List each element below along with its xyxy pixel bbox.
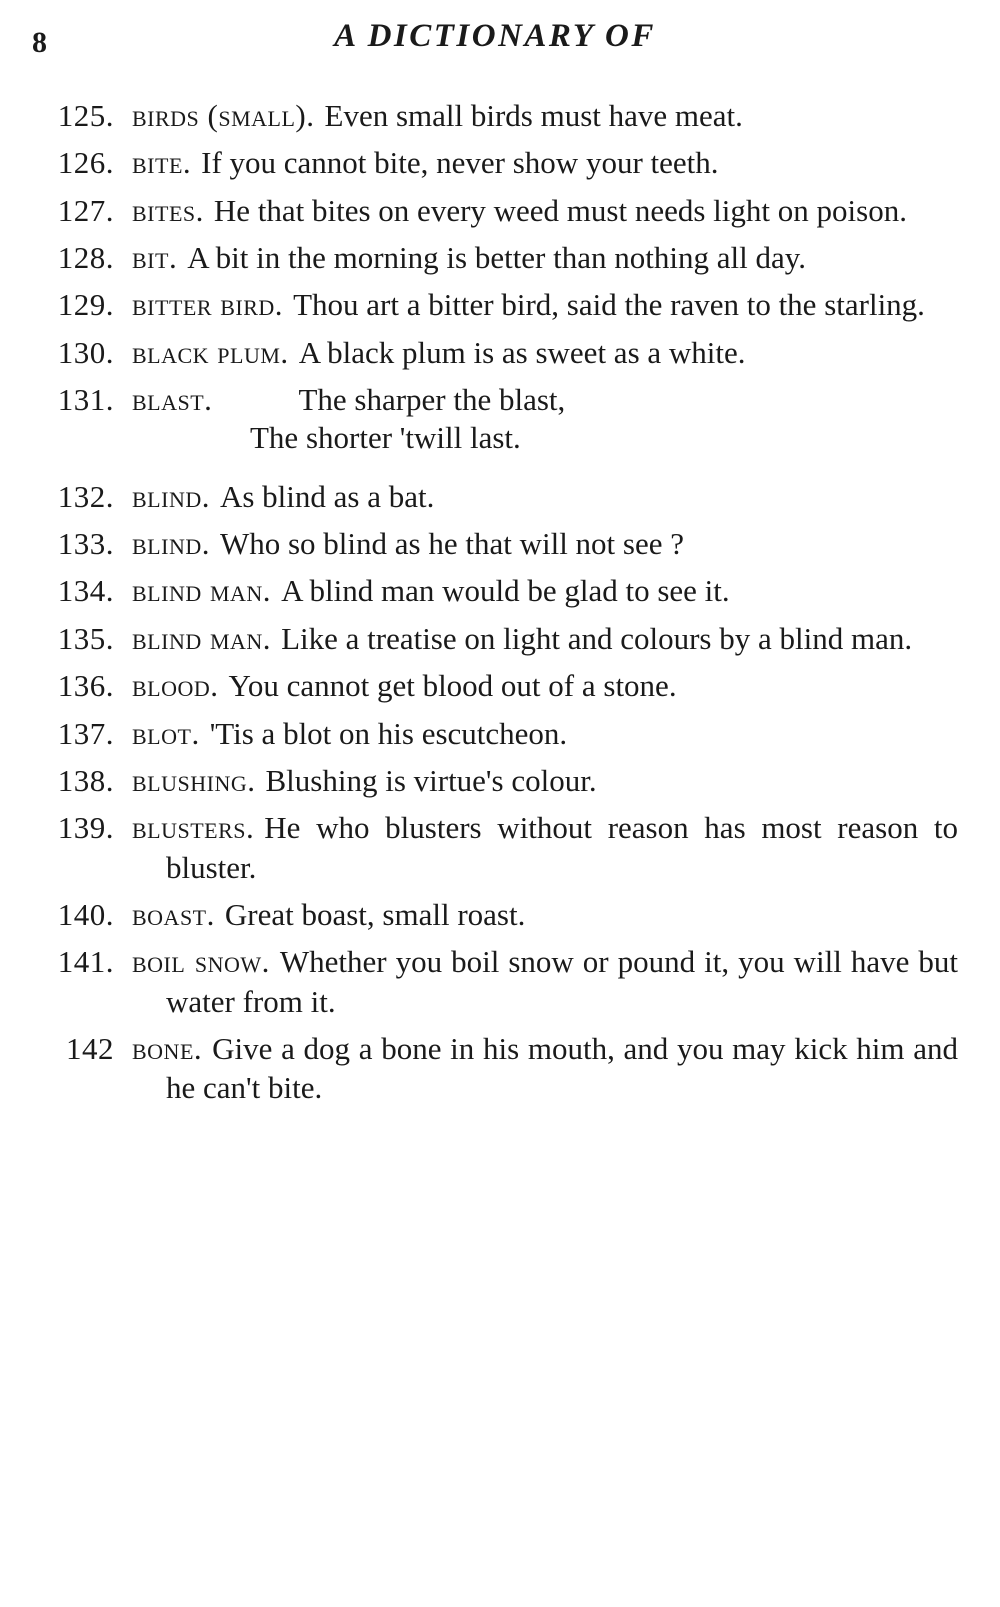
- entry-number: 131.: [57, 382, 114, 418]
- entry-body: [132, 761, 958, 800]
- entry-number: 142: [66, 1031, 114, 1067]
- entry-keyword: blushing.: [132, 762, 256, 798]
- page-header: [22, 18, 958, 74]
- entry-body: [132, 714, 958, 753]
- entry-text: Whether you boil snow or pound it, you will have but water from it.: [166, 944, 959, 1019]
- entry-text: Like a treatise on light and colours by a blind man.: [281, 620, 913, 656]
- entry-text: He who blusters without reason has most reason to bluster.: [166, 810, 958, 885]
- entry-body: [132, 524, 958, 563]
- dictionary-entry: [22, 96, 958, 135]
- entry-number: 136.: [57, 668, 114, 704]
- dictionary-entry: [22, 571, 958, 610]
- entry-number: 129.: [57, 287, 114, 323]
- entry-number: 135.: [57, 620, 114, 656]
- dictionary-entry: [22, 380, 958, 459]
- verse-line: The sharper the blast,: [298, 382, 566, 418]
- entry-text: Give a dog a bone in his mouth, and you may kick him and he can't bite.: [166, 1031, 958, 1106]
- entry-keyword: blind.: [132, 478, 210, 514]
- entry-body: [132, 1029, 958, 1108]
- entry-keyword: bitter bird.: [132, 287, 284, 323]
- entry-body: [132, 571, 958, 610]
- page-number: 8: [32, 26, 47, 59]
- dictionary-entry: [22, 191, 958, 230]
- dictionary-entry: [22, 761, 958, 800]
- entry-text: If you cannot bite, never show your teeth.: [201, 145, 719, 181]
- entry-body: [132, 143, 958, 182]
- entry-text: Even small birds must have meat.: [324, 98, 743, 133]
- dictionary-entry: [22, 477, 958, 516]
- entry-keyword: bites.: [132, 192, 204, 228]
- dictionary-entry: [22, 238, 958, 277]
- entry-text: A blind man would be glad to see it.: [281, 573, 730, 609]
- entry-keyword: blast.: [132, 382, 213, 418]
- dictionary-entry: [22, 808, 958, 887]
- entry-keyword: birds (small).: [132, 98, 315, 133]
- entry-body: [132, 285, 958, 324]
- dictionary-entry: [22, 143, 958, 182]
- dictionary-entry: [22, 333, 958, 372]
- entry-text: 'Tis a blot on his escutcheon.: [209, 715, 568, 751]
- entry-keyword: boil snow.: [132, 944, 270, 980]
- entry-number: 141.: [57, 944, 114, 980]
- dictionary-entry: [22, 714, 958, 753]
- entry-list: [22, 96, 958, 1108]
- entry-number: 139.: [57, 810, 114, 846]
- entry-number: 130.: [57, 334, 114, 370]
- dictionary-entry: [22, 619, 958, 658]
- entry-verse: [132, 418, 958, 458]
- entry-number: 133.: [57, 526, 114, 562]
- entry-keyword: blusters.: [132, 810, 255, 846]
- entry-number: 138.: [57, 762, 114, 798]
- entry-keyword: blind man.: [132, 620, 272, 656]
- entry-keyword: blind man.: [132, 573, 272, 609]
- entry-body: [132, 942, 958, 1021]
- entry-keyword: boast.: [132, 896, 215, 932]
- entry-number: 127.: [57, 192, 114, 228]
- entry-body: [132, 191, 958, 230]
- dictionary-entry: [22, 942, 958, 1021]
- entry-body: [132, 96, 958, 135]
- entry-keyword: black plum.: [132, 334, 289, 370]
- entry-body: [132, 477, 958, 516]
- entry-text: A black plum is as sweet as a white.: [298, 334, 746, 370]
- entry-text: You cannot get blood out of a stone.: [228, 668, 677, 704]
- entry-body: [132, 895, 958, 934]
- entry-number: 126.: [57, 145, 114, 181]
- entry-body: [132, 238, 958, 277]
- entry-text: Blushing is virtue's colour.: [265, 762, 597, 798]
- entry-number: 140.: [57, 896, 114, 932]
- running-head: A DICTIONARY OF: [334, 18, 656, 54]
- entry-number: 125.: [57, 98, 114, 133]
- dictionary-entry: [22, 666, 958, 705]
- entry-number: 132.: [57, 478, 114, 514]
- entry-keyword: blot.: [132, 715, 200, 751]
- entry-body: [132, 619, 958, 658]
- entry-body: [132, 808, 958, 887]
- entry-text: As blind as a bat.: [219, 478, 435, 514]
- entry-text: A bit in the morning is better than nothing all day.: [187, 240, 806, 276]
- entry-keyword: blood.: [132, 668, 219, 704]
- entry-text: He that bites on every weed must needs light on poison.: [213, 192, 907, 228]
- entry-number: 128.: [57, 240, 114, 276]
- entry-body: [132, 666, 958, 705]
- verse-line: The shorter 'twill last.: [250, 420, 521, 456]
- entry-text: Thou art a bitter bird, said the raven to the starling.: [293, 287, 925, 323]
- entry-body: [132, 333, 958, 372]
- dictionary-entry: [22, 285, 958, 324]
- entry-number: 134.: [57, 573, 114, 609]
- dictionary-entry: [22, 895, 958, 934]
- entry-keyword: blind.: [132, 526, 210, 562]
- dictionary-entry: [22, 1029, 958, 1108]
- entry-keyword: bit.: [132, 240, 178, 276]
- entry-text: Who so blind as he that will not see ?: [219, 526, 685, 562]
- entry-number: 137.: [57, 715, 114, 751]
- entry-body: [132, 380, 958, 459]
- entry-keyword: bone.: [132, 1031, 203, 1067]
- entry-keyword: bite.: [132, 145, 192, 181]
- entry-text: Great boast, small roast.: [224, 896, 526, 932]
- dictionary-entry: [22, 524, 958, 563]
